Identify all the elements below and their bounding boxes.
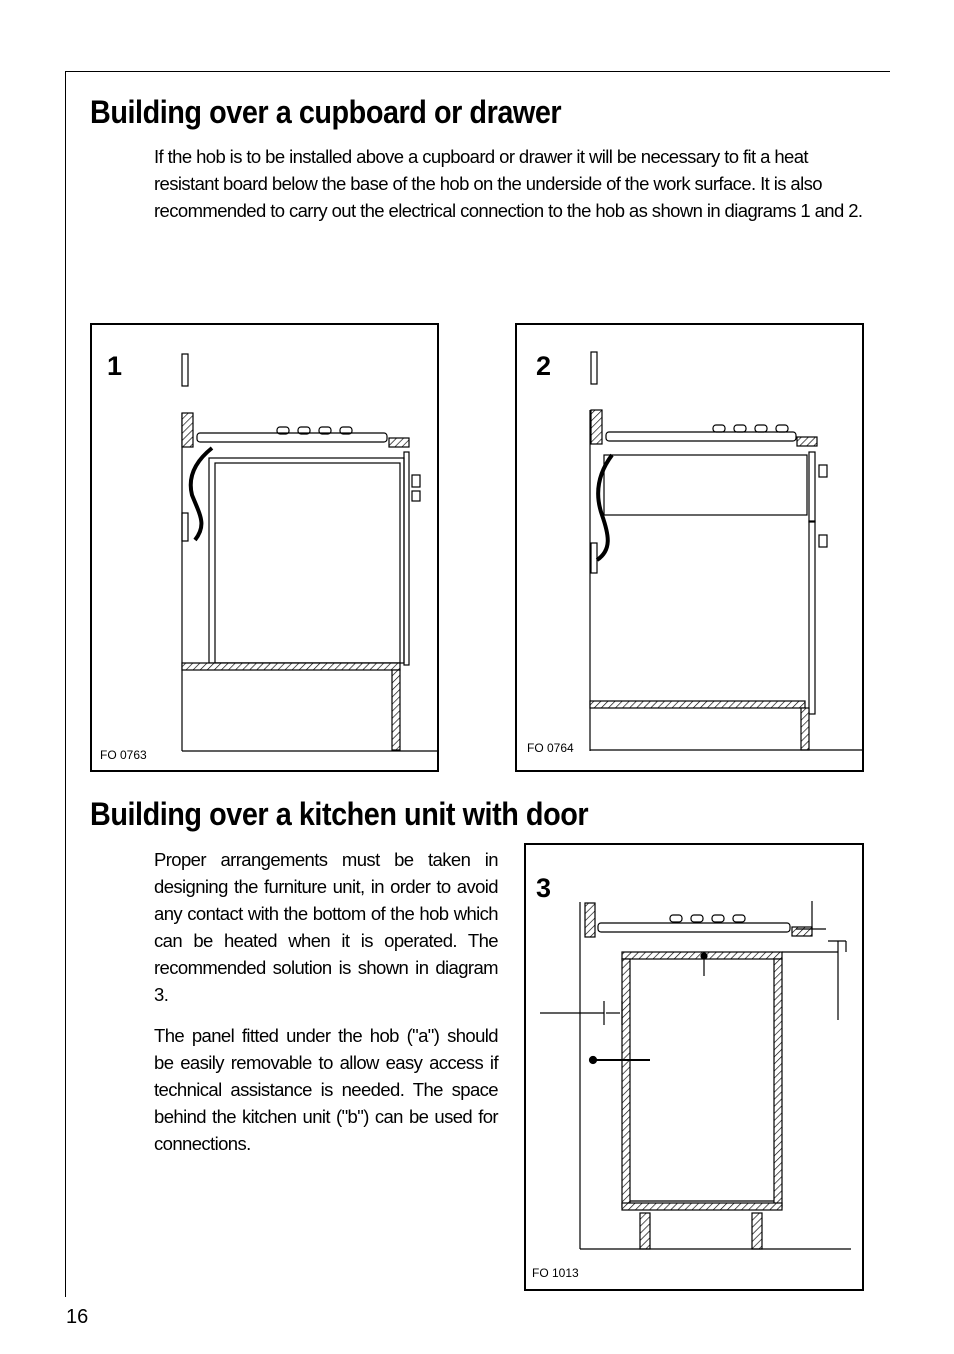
section-intro-text bbox=[154, 143, 866, 224]
diagram-2 bbox=[515, 323, 864, 772]
diagram-number: 2 bbox=[536, 351, 552, 381]
diagram-number: 1 bbox=[107, 351, 123, 381]
page-frame-left-rule bbox=[65, 71, 66, 1297]
diagram-1-drawing bbox=[92, 325, 441, 774]
page-frame-top-rule bbox=[65, 71, 890, 72]
diagram-3-drawing bbox=[526, 845, 866, 1293]
kitchen-unit-paragraph-1: Proper arrangements must be taken in designing the furniture unit, in order to avoid any contact with the bottom of the hob which can be heated when it is operated. The recommended solution is shown in diagram 3. bbox=[154, 849, 498, 1005]
intro-paragraph-2: It is also recommended to carry out the electrical connection to the hob as shown in diagrams 1 and 2. bbox=[154, 173, 863, 221]
intro-paragraph-1: If the hob is to be installed above a cupboard or drawer it will be necessary to fit a heat resistant board below the base of the hob on the underside of the work surface. bbox=[154, 146, 808, 194]
diagram-number: 3 bbox=[536, 873, 552, 903]
page-number: 16 bbox=[66, 1306, 89, 1328]
section-heading-kitchen-unit: Building over a kitchen unit with door bbox=[90, 796, 589, 832]
diagram-code: FO 0763 bbox=[100, 748, 147, 762]
diagram-code: FO 1013 bbox=[532, 1266, 579, 1280]
kitchen-unit-paragraph-2: The panel fitted under the hob ("a") should be easily removable to allow easy access if technical assistance is needed. The space behind the kitchen unit ("b") can be used for connections. bbox=[154, 1025, 498, 1154]
diagram-code: FO 0764 bbox=[527, 741, 574, 755]
section-heading-cupboard: Building over a cupboard or drawer bbox=[90, 94, 562, 130]
diagram-3 bbox=[524, 843, 864, 1291]
diagram-1 bbox=[90, 323, 439, 772]
diagram-2-drawing bbox=[517, 325, 866, 774]
